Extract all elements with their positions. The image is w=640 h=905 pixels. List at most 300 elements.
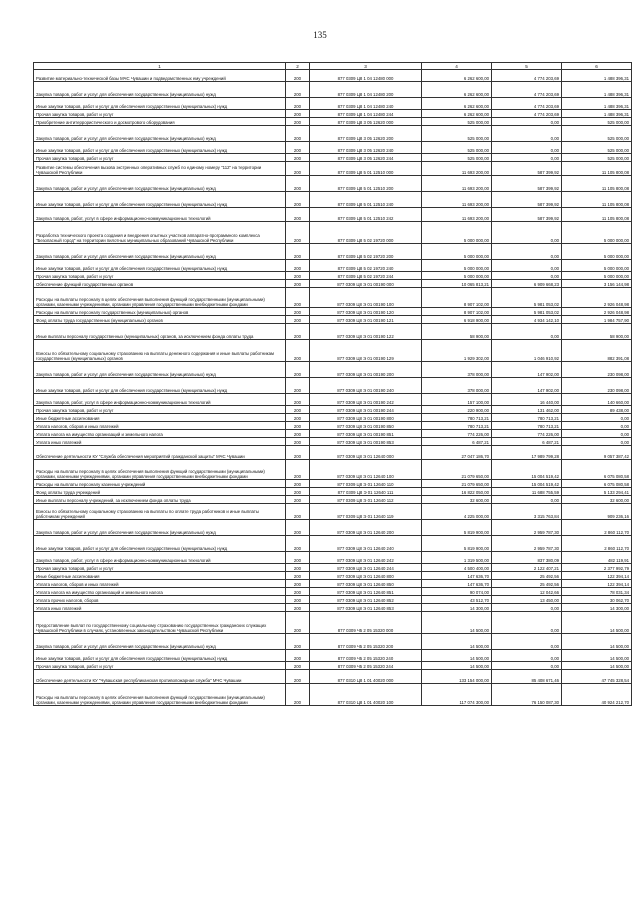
unexecuted-amount: 3 156 144,98 (562, 280, 632, 288)
row-classification: 877 0309 Ц8 Э 01 00190 121 (310, 316, 422, 324)
table-body (34, 70, 632, 706)
row-classification: 877 0309 Ц8 3 05 12620 200 (310, 126, 422, 142)
unexecuted-amount: 1 488 396,31 (562, 70, 632, 82)
approved-amount: 14 500,00 (422, 650, 492, 662)
executed-amount: 587 399,92 (492, 162, 562, 176)
unexecuted-amount: 1 488 396,31 (562, 82, 632, 98)
row-code: 200 (286, 536, 310, 552)
table-row (34, 596, 632, 604)
table-row (34, 154, 632, 162)
row-name: Приобретение антитеррористического и досмотрового оборудования (34, 118, 286, 126)
row-code: 200 (286, 308, 310, 316)
row-classification: 877 0309 Ц8 Э 01 12640 800 (310, 572, 422, 580)
row-code: 200 (286, 460, 310, 480)
approved-amount: 378 000,00 (422, 362, 492, 378)
executed-amount: 0,00 (492, 244, 562, 260)
column-header: 4 (422, 63, 492, 70)
approved-amount: 14 500,00 (422, 634, 492, 650)
row-code: 200 (286, 588, 310, 596)
row-name: Закупка товаров, работ и услуг для обеспечения государственных (муниципальных) нужд (34, 82, 286, 98)
approved-amount: 133 154 000,00 (422, 670, 492, 684)
table-row (34, 126, 632, 142)
approved-amount: 147 636,70 (422, 572, 492, 580)
row-classification: 877 0309 Ц8 1 04 12480 200 (310, 82, 422, 98)
unexecuted-amount: 2 860 112,70 (562, 520, 632, 536)
row-code: 200 (286, 496, 310, 504)
row-name: Обеспечение деятельности КУ "Чувашская республиканская противопожарная служба" МЧС Чувашии (34, 670, 286, 684)
row-classification: 877 0309 Ц8 Э 01 12640 100 (310, 460, 422, 480)
unexecuted-amount: 14 500,00 (562, 634, 632, 650)
unexecuted-amount: 14 300,00 (562, 604, 632, 612)
row-classification: 877 0309 Ц8 Э 01 12640 240 (310, 536, 422, 552)
row-classification: 877 0309 Ц8 5 01 12510 242 (310, 208, 422, 222)
row-classification: 877 0309 Ц8 Э 01 00190 000 (310, 280, 422, 288)
row-classification: 877 0309 Ц8 Э 01 00190 800 (310, 414, 422, 422)
executed-amount: 4 774 203,69 (492, 82, 562, 98)
row-name: Уплата налогов, сборов и иных платежей (34, 580, 286, 588)
approved-amount: 21 079 650,00 (422, 460, 492, 480)
executed-amount: 17 989 799,28 (492, 446, 562, 460)
row-code: 200 (286, 634, 310, 650)
row-name: Иные закупки товаров, работ и услуг для обеспечения государственных (муниципальных) нужд (34, 192, 286, 208)
budget-execution-table (33, 62, 632, 706)
approved-amount: 10 065 813,21 (422, 280, 492, 288)
table-row (34, 308, 632, 316)
executed-amount: 4 934 142,10 (492, 316, 562, 324)
row-classification: 877 0309 Ц8 Э 01 00190 244 (310, 406, 422, 414)
row-code: 200 (286, 604, 310, 612)
row-name: Закупка товаров, работ и услуг для обеспечения государственных (муниципальных) нужд (34, 634, 286, 650)
row-code: 200 (286, 280, 310, 288)
approved-amount: 147 636,70 (422, 580, 492, 588)
row-classification: 877 0309 Ч5 2 05 15320 244 (310, 662, 422, 670)
row-name: Иные закупки товаров, работ и услуг для обеспечения государственных (муниципальных) нужд (34, 536, 286, 552)
unexecuted-amount: 122 394,14 (562, 572, 632, 580)
approved-amount: 14 500,00 (422, 662, 492, 670)
row-code: 200 (286, 612, 310, 634)
executed-amount: 4 774 203,69 (492, 98, 562, 110)
row-code: 200 (286, 142, 310, 154)
unexecuted-amount: 525 000,00 (562, 142, 632, 154)
row-classification: 877 0310 Ц8 1 01 40020 100 (310, 684, 422, 706)
row-classification: 877 0309 Ц8 Э 01 00190 851 (310, 430, 422, 438)
row-classification: 877 0309 Ц8 5 02 19720 000 (310, 222, 422, 244)
row-name: Иные выплаты персоналу учреждений, за исключением фонда оплаты труда (34, 496, 286, 504)
approved-amount: 1 319 500,00 (422, 552, 492, 564)
row-name: Обеспечение деятельности КУ "Служба обеспечения мероприятий гражданской защиты" МЧС Чувашии (34, 446, 286, 460)
row-name: Уплата иных платежей (34, 604, 286, 612)
row-name: Расходы на выплаты персоналу в целях обеспечения выполнения функций государственными (муниципальными) органами, казенными учреждениями, органами управления государственными внебюджетными фондами (34, 460, 286, 480)
executed-amount: 4 774 203,69 (492, 110, 562, 118)
executed-amount: 0,00 (492, 604, 562, 612)
row-code: 200 (286, 244, 310, 260)
unexecuted-amount: 909 236,16 (562, 504, 632, 520)
unexecuted-amount: 6 075 080,58 (562, 480, 632, 488)
row-code: 200 (286, 208, 310, 222)
row-classification: 877 0309 Ц8 3 05 12620 240 (310, 142, 422, 154)
executed-amount: 4 774 203,69 (492, 70, 562, 82)
approved-amount: 5 819 900,00 (422, 536, 492, 552)
page-number: 135 (313, 30, 327, 40)
row-name: Закупка товаров, работ и услуг для обеспечения государственных (муниципальных) нужд (34, 362, 286, 378)
unexecuted-amount: 9 057 387,42 (562, 446, 632, 460)
row-classification: 877 0309 Ц8 Э 01 12640 244 (310, 564, 422, 572)
row-code: 200 (286, 552, 310, 564)
row-code: 200 (286, 324, 310, 340)
table-row (34, 650, 632, 662)
row-name: Уплата иных платежей (34, 438, 286, 446)
table-row (34, 488, 632, 496)
row-classification: 877 0309 Ц8 Э 01 12640 242 (310, 552, 422, 564)
table-row (34, 662, 632, 670)
approved-amount: 4 500 400,00 (422, 564, 492, 572)
executed-amount: 12 042,66 (492, 588, 562, 596)
column-header: 3 (310, 63, 422, 70)
unexecuted-amount: 32 600,00 (562, 496, 632, 504)
executed-amount: 2 959 787,30 (492, 520, 562, 536)
executed-amount: 15 004 519,42 (492, 480, 562, 488)
table-row (34, 110, 632, 118)
executed-amount: 587 399,92 (492, 176, 562, 192)
unexecuted-amount: 5 000 000,00 (562, 272, 632, 280)
table-row (34, 480, 632, 488)
unexecuted-amount: 14 500,00 (562, 650, 632, 662)
row-classification: 877 0309 Ч5 2 05 15320 000 (310, 612, 422, 634)
unexecuted-amount: 0,00 (562, 430, 632, 438)
approved-amount: 8 907 102,00 (422, 288, 492, 308)
row-name: Расходы на выплаты персоналу в целях обеспечения выполнения функций государственными (муниципальными) органами, казенными учреждениями, органами управления государственными внебюджетными фондами (34, 684, 286, 706)
row-code: 200 (286, 98, 310, 110)
row-code: 200 (286, 480, 310, 488)
row-code: 200 (286, 572, 310, 580)
table-row (34, 536, 632, 552)
table-row (34, 70, 632, 82)
executed-amount: 0,00 (492, 324, 562, 340)
unexecuted-amount: 5 000 000,00 (562, 260, 632, 272)
table-row (34, 208, 632, 222)
approved-amount: 5 819 900,00 (422, 520, 492, 536)
row-name: Иные бюджетные ассигнования (34, 572, 286, 580)
unexecuted-amount: 140 660,00 (562, 394, 632, 406)
table-row (34, 222, 632, 244)
approved-amount: 157 100,00 (422, 394, 492, 406)
approved-amount: 27 047 186,70 (422, 446, 492, 460)
row-code: 200 (286, 684, 310, 706)
approved-amount: 117 074 300,00 (422, 684, 492, 706)
table-row (34, 324, 632, 340)
unexecuted-amount: 230 098,00 (562, 362, 632, 378)
approved-amount: 6 262 600,00 (422, 70, 492, 82)
row-code: 200 (286, 154, 310, 162)
executed-amount: 1 046 910,92 (492, 340, 562, 362)
row-name: Иные закупки товаров, работ и услуг для обеспечения государственных (муниципальных) нужд (34, 142, 286, 154)
row-classification: 877 0309 Ц8 1 04 12480 244 (310, 110, 422, 118)
executed-amount: 0,00 (492, 634, 562, 650)
row-code: 200 (286, 272, 310, 280)
executed-amount: 13 450,00 (492, 596, 562, 604)
row-code: 200 (286, 504, 310, 520)
row-name: Уплата прочих налогов, сборов (34, 596, 286, 604)
executed-amount: 0,00 (492, 142, 562, 154)
table-row (34, 460, 632, 480)
row-code: 200 (286, 70, 310, 82)
row-code: 200 (286, 488, 310, 496)
row-name: Иные бюджетные ассигнования (34, 414, 286, 422)
row-name: Расходы на выплаты персоналу государственных (муниципальных) органов (34, 308, 286, 316)
unexecuted-amount: 0,00 (562, 438, 632, 446)
unexecuted-amount: 525 000,00 (562, 126, 632, 142)
row-code: 200 (286, 670, 310, 684)
table-row (34, 260, 632, 272)
table-row (34, 288, 632, 308)
unexecuted-amount: 525 000,00 (562, 118, 632, 126)
executed-amount: 774 226,00 (492, 430, 562, 438)
table-row (34, 430, 632, 438)
approved-amount: 6 918 900,00 (422, 316, 492, 324)
unexecuted-amount: 30 062,70 (562, 596, 632, 604)
unexecuted-amount: 122 394,14 (562, 580, 632, 588)
row-name: Фонд оплаты труда государственных (муниципальных) органов (34, 316, 286, 324)
table-row (34, 406, 632, 414)
row-code: 200 (286, 340, 310, 362)
approved-amount: 43 512,70 (422, 596, 492, 604)
row-code: 200 (286, 406, 310, 414)
unexecuted-amount: 11 105 800,08 (562, 176, 632, 192)
row-classification: 877 0309 Ц8 Э 01 12640 200 (310, 520, 422, 536)
executed-amount: 780 713,21 (492, 414, 562, 422)
row-name: Закупка товаров, работ, услуг в сфере информационно-коммуникационных технологий (34, 552, 286, 564)
row-classification: 877 0309 Ц8 Э 01 00190 240 (310, 378, 422, 394)
table-row (34, 280, 632, 288)
executed-amount: 780 713,21 (492, 422, 562, 430)
row-code: 200 (286, 82, 310, 98)
row-classification: 877 0309 Ц8 Э 01 12640 111 (310, 488, 422, 496)
unexecuted-amount: 882 391,08 (562, 340, 632, 362)
row-classification: 877 0310 Ц8 1 01 40020 000 (310, 670, 422, 684)
table-row (34, 588, 632, 596)
table-row (34, 504, 632, 520)
column-header: 5 (492, 63, 562, 70)
executed-amount: 16 440,00 (492, 394, 562, 406)
row-classification: 877 0309 Ц8 Э 01 12640 110 (310, 480, 422, 488)
unexecuted-amount: 0,00 (562, 422, 632, 430)
row-name: Прочая закупка товаров, работ и услуг (34, 110, 286, 118)
executed-amount: 15 004 519,42 (492, 460, 562, 480)
approved-amount: 32 600,00 (422, 496, 492, 504)
approved-amount: 8 907 102,00 (422, 308, 492, 316)
row-name: Закупка товаров, работ и услуг для обеспечения государственных (муниципальных) нужд (34, 520, 286, 536)
approved-amount: 14 300,00 (422, 604, 492, 612)
unexecuted-amount: 89 438,00 (562, 406, 632, 414)
unexecuted-amount: 11 105 800,08 (562, 208, 632, 222)
approved-amount: 6 262 600,00 (422, 110, 492, 118)
row-name: Предоставление выплат по государственному социальному страхованию государственных гражданских служащих Чувашской Республики в случаях, установленных законодательством Чувашской Республики (34, 612, 286, 634)
approved-amount: 90 074,00 (422, 588, 492, 596)
row-name: Уплата налогов, сборов и иных платежей (34, 422, 286, 430)
row-name: Прочая закупка товаров, работ и услуг (34, 272, 286, 280)
approved-amount: 16 822 050,00 (422, 488, 492, 496)
row-code: 200 (286, 422, 310, 430)
table-row (34, 520, 632, 536)
row-name: Закупка товаров, работ и услуг для обеспечения государственных (муниципальных) нужд (34, 176, 286, 192)
table-row (34, 604, 632, 612)
unexecuted-amount: 525 000,00 (562, 154, 632, 162)
approved-amount: 14 500,00 (422, 612, 492, 634)
table-row (34, 438, 632, 446)
table-row (34, 176, 632, 192)
table-row (34, 192, 632, 208)
approved-amount: 11 693 200,00 (422, 176, 492, 192)
approved-amount: 5 000 000,00 (422, 222, 492, 244)
row-code: 200 (286, 650, 310, 662)
row-classification: 877 0309 Ц8 Э 01 00190 122 (310, 324, 422, 340)
approved-amount: 58 900,00 (422, 324, 492, 340)
row-name: Взносы по обязательному социальному страхованию на выплаты по оплате труда работников и иные выплаты работникам учреждений (34, 504, 286, 520)
row-name: Прочая закупка товаров, работ и услуг (34, 154, 286, 162)
unexecuted-amount: 14 500,00 (562, 612, 632, 634)
executed-amount: 6 487,21 (492, 438, 562, 446)
row-code: 200 (286, 378, 310, 394)
executed-amount: 5 981 053,02 (492, 308, 562, 316)
row-classification: 877 0309 Ц8 Э 01 12640 119 (310, 504, 422, 520)
executed-amount: 0,00 (492, 272, 562, 280)
table-row (34, 580, 632, 588)
executed-amount: 5 981 053,02 (492, 288, 562, 308)
approved-amount: 4 225 000,00 (422, 504, 492, 520)
executed-amount: 11 688 755,59 (492, 488, 562, 496)
row-code: 200 (286, 430, 310, 438)
row-name: Уплата налога на имущество организаций и земельного налога (34, 430, 286, 438)
approved-amount: 525 000,00 (422, 126, 492, 142)
row-name: Развитие материально-технической базы МЧС Чувашии и подведомственных ему учреждений (34, 70, 286, 82)
executed-amount: 25 492,56 (492, 580, 562, 588)
table-row (34, 340, 632, 362)
executed-amount: 131 462,00 (492, 406, 562, 414)
row-name: Обеспечение функций государственных органов (34, 280, 286, 288)
row-name: Иные закупки товаров, работ и услуг для обеспечения государственных (муниципальных) нужд (34, 98, 286, 110)
row-classification: 877 0309 Ч5 2 05 15320 240 (310, 650, 422, 662)
row-name: Прочая закупка товаров, работ и услуг (34, 564, 286, 572)
approved-amount: 6 262 600,00 (422, 98, 492, 110)
table-row (34, 394, 632, 406)
row-classification: 877 0309 Ц8 3 05 12620 244 (310, 154, 422, 162)
approved-amount: 5 000 000,00 (422, 244, 492, 260)
table-row (34, 612, 632, 634)
unexecuted-amount: 11 105 800,08 (562, 162, 632, 176)
approved-amount: 780 713,21 (422, 422, 492, 430)
column-header: 6 (562, 63, 632, 70)
table-row (34, 362, 632, 378)
row-code: 200 (286, 362, 310, 378)
approved-amount: 6 262 600,00 (422, 82, 492, 98)
approved-amount: 5 000 000,00 (422, 272, 492, 280)
table-row (34, 316, 632, 324)
approved-amount: 220 900,00 (422, 406, 492, 414)
row-classification: 877 0309 Ц8 Э 01 00190 100 (310, 288, 422, 308)
row-code: 200 (286, 596, 310, 604)
table-row (34, 118, 632, 126)
approved-amount: 525 000,00 (422, 142, 492, 154)
row-code: 200 (286, 176, 310, 192)
executed-amount: 147 902,00 (492, 378, 562, 394)
row-name: Иные выплаты персоналу государственных (муниципальных) органов, за исключением фонда оплаты труда (34, 324, 286, 340)
row-name: Разработка технического проекта создания и внедрения опытных участков аппаратно-программного комплекса "Безопасный город" на территории пилотных муниципальных образований Чувашской Республики (34, 222, 286, 244)
row-code: 200 (286, 110, 310, 118)
row-name: Закупка товаров, работ, услуг в сфере информационно-коммуникационных технологий (34, 208, 286, 222)
row-name: Развитие системы обеспечения вызова экстренных оперативных служб по единому номеру "112" на территории Чувашской Республики (34, 162, 286, 176)
table-row (34, 422, 632, 430)
unexecuted-amount: 5 000 000,00 (562, 222, 632, 244)
row-name: Иные закупки товаров, работ и услуг для обеспечения государственных (муниципальных) нужд (34, 378, 286, 394)
row-classification: 877 0309 Ц8 Э 01 00190 853 (310, 438, 422, 446)
row-name: Иные закупки товаров, работ и услуг для обеспечения государственных (муниципальных) нужд (34, 260, 286, 272)
unexecuted-amount: 5 133 294,41 (562, 488, 632, 496)
approved-amount: 11 693 200,00 (422, 208, 492, 222)
row-code: 200 (286, 118, 310, 126)
executed-amount: 147 902,00 (492, 362, 562, 378)
row-code: 200 (286, 288, 310, 308)
row-classification: 877 0309 Ц8 5 02 19720 244 (310, 272, 422, 280)
table-row (34, 634, 632, 650)
approved-amount: 525 000,00 (422, 118, 492, 126)
unexecuted-amount: 2 926 048,98 (562, 288, 632, 308)
row-name: Иные закупки товаров, работ и услуг для обеспечения государственных (муниципальных) нужд (34, 650, 286, 662)
row-name: Закупка товаров, работ, услуг в сфере информационно-коммуникационных технологий (34, 394, 286, 406)
unexecuted-amount: 58 900,00 (562, 324, 632, 340)
row-classification: 877 0309 Ц8 1 04 12480 240 (310, 98, 422, 110)
unexecuted-amount: 2 926 048,98 (562, 308, 632, 316)
table-row (34, 446, 632, 460)
row-code: 200 (286, 414, 310, 422)
row-name: Расходы на выплаты персоналу казенных учреждений (34, 480, 286, 488)
unexecuted-amount: 5 000 000,00 (562, 244, 632, 260)
row-classification: 877 0309 Ц8 Э 01 12640 852 (310, 596, 422, 604)
executed-amount: 6 909 668,23 (492, 280, 562, 288)
unexecuted-amount: 6 075 080,58 (562, 460, 632, 480)
row-code: 200 (286, 520, 310, 536)
row-classification: 877 0309 Ц8 Э 01 00190 850 (310, 422, 422, 430)
executed-amount: 0,00 (492, 118, 562, 126)
unexecuted-amount: 78 031,34 (562, 588, 632, 596)
row-classification: 877 0309 Ц8 Э 01 00190 129 (310, 340, 422, 362)
executed-amount: 837 380,09 (492, 552, 562, 564)
unexecuted-amount: 1 488 396,31 (562, 110, 632, 118)
table-row (34, 244, 632, 260)
unexecuted-amount: 47 745 328,54 (562, 670, 632, 684)
table-row (34, 670, 632, 684)
row-name: Закупка товаров, работ и услуг для обеспечения государственных (муниципальных) нужд (34, 126, 286, 142)
unexecuted-amount: 40 924 212,70 (562, 684, 632, 706)
approved-amount: 378 000,00 (422, 378, 492, 394)
unexecuted-amount: 1 488 396,31 (562, 98, 632, 110)
approved-amount: 1 929 302,00 (422, 340, 492, 362)
row-classification: 877 0309 Ц8 Э 01 00190 200 (310, 362, 422, 378)
row-code: 200 (286, 222, 310, 244)
unexecuted-amount: 0,00 (562, 414, 632, 422)
row-classification: 877 0309 Ц8 1 04 12480 000 (310, 70, 422, 82)
unexecuted-amount: 482 119,91 (562, 552, 632, 564)
column-number-row (34, 63, 632, 70)
row-code: 200 (286, 580, 310, 588)
table-row (34, 98, 632, 110)
executed-amount: 3 315 763,84 (492, 504, 562, 520)
executed-amount: 0,00 (492, 126, 562, 142)
row-classification: 877 0309 Ц8 5 02 19720 240 (310, 260, 422, 272)
approved-amount: 774 226,00 (422, 430, 492, 438)
unexecuted-amount: 11 105 800,08 (562, 192, 632, 208)
row-name: Взносы по обязательному социальному страхованию на выплаты денежного содержания и иные выплаты работникам государственных (муниципальных) органов (34, 340, 286, 362)
table-row (34, 496, 632, 504)
